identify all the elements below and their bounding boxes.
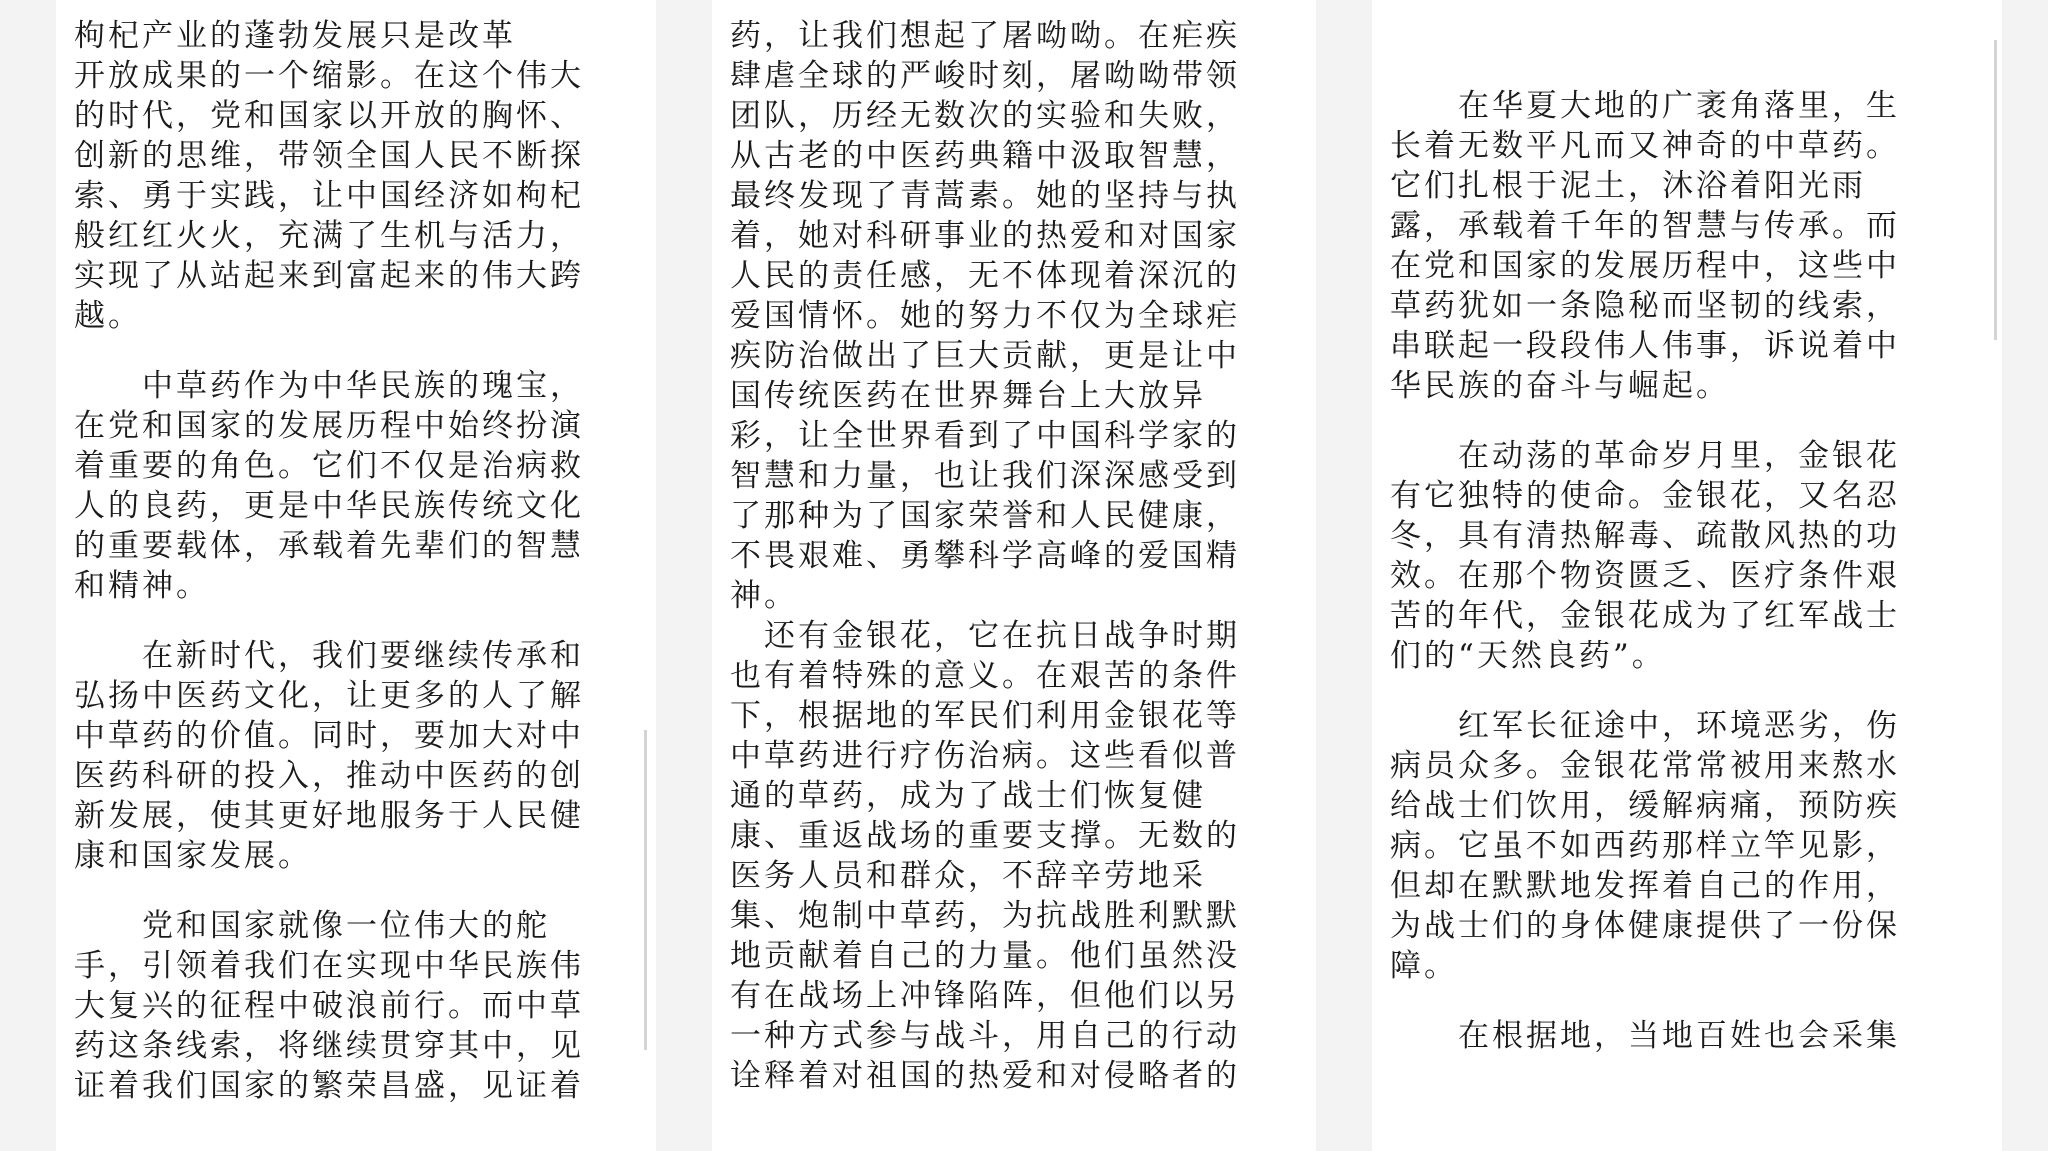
text-line: 中草药进行疗伤治病。这些看似普 [730,738,1240,774]
text-line: 弘扬中医药文化，让更多的人了解 [74,678,584,714]
text-line: 着重要的角色。它们不仅是治病救 [74,448,584,484]
text-line: 效。在那个物资匮乏、医疗条件艰 [1390,558,1900,594]
text-line: 新发展，使其更好地服务于人民健 [74,798,584,834]
text-line: 创新的思维，带领全国人民不断探 [74,138,584,174]
text-line: 人的良药，更是中华民族传统文化 [74,488,584,524]
paragraph-gap [1390,56,1992,86]
column-3-text [1390,56,1992,1056]
page-column-1 [56,0,656,1151]
text-line: 障。 [1390,948,1458,984]
text-line: 药这条线索，将继续贯穿其中，见 [74,1028,584,1064]
text-line: 开放成果的一个缩影。在这个伟大 [74,58,584,94]
paragraph-gap [1390,676,1992,706]
text-line: 红军长征途中，环境恶劣，伤 [1390,708,1900,744]
text-line: 在动荡的革命岁月里，金银花 [1390,438,1900,474]
text-line: 着，她对科研事业的热爱和对国家 [730,218,1240,254]
text-line: 病员众多。金银花常常被用来熬水 [1390,748,1900,784]
text-line: 般红红火火，充满了生机与活力， [74,218,584,254]
text-line: 肆虐全球的严峻时刻，屠呦呦带领 [730,58,1240,94]
column-2-text [730,16,1306,1096]
text-line: 大复兴的征程中破浪前行。而中草 [74,988,584,1024]
text-line: 和精神。 [74,568,210,604]
paragraph-gap [74,606,646,636]
text-line: 中草药作为中华民族的瑰宝， [74,368,584,404]
text-line: 诠释着对祖国的热爱和对侵略者的 [730,1058,1240,1094]
text-line: 疾防治做出了巨大贡献，更是让中 [730,338,1240,374]
text-line: 彩，让全世界看到了中国科学家的 [730,418,1240,454]
text-line: 中草药的价值。同时，要加大对中 [74,718,584,754]
text-line: 神。 [730,578,798,614]
text-line: 在党和国家的发展历程中始终扮演 [74,408,584,444]
text-line: 枸杞产业的蓬勃发展只是改革 [74,18,516,54]
text-line: 地贡献着自己的力量。他们虽然没 [730,938,1240,974]
text-line: 医务人员和群众，不辞辛劳地采 [730,858,1206,894]
text-line: 串联起一段段伟人伟事，诉说着中 [1390,328,1900,364]
text-line: 手，引领着我们在实现中华民族伟 [74,948,584,984]
paragraph-gap [74,876,646,906]
text-line: 最终发现了青蒿素。她的坚持与执 [730,178,1240,214]
text-line: 也有着特殊的意义。在艰苦的条件 [730,658,1240,694]
text-line: 人民的责任感，无不体现着深沉的 [730,258,1240,294]
text-line: 团队，历经无数次的实验和失败， [730,98,1240,134]
text-line: 集、炮制中草药，为抗战胜利默默 [730,898,1240,934]
text-line: 一种方式参与战斗，用自己的行动 [730,1018,1240,1054]
text-line: 的重要载体，承载着先辈们的智慧 [74,528,584,564]
column-1-text [74,16,646,1106]
text-line: 在根据地，当地百姓也会采集 [1390,1018,1900,1054]
text-line: 党和国家就像一位伟大的舵 [74,908,550,944]
column-3-scroll-indicator [1994,40,1997,340]
text-line: 为战士们的身体健康提供了一份保 [1390,908,1900,944]
text-line: 越。 [74,298,142,334]
paragraph-gap [1390,986,1992,1016]
text-line: 有在战场上冲锋陷阵，但他们以另 [730,978,1240,1014]
text-line: 爱国情怀。她的努力不仅为全球疟 [730,298,1240,334]
text-line: 康、重返战场的重要支撑。无数的 [730,818,1240,854]
text-line: 华民族的奋斗与崛起。 [1390,368,1730,404]
text-line: 病。它虽不如西药那样立竿见影， [1390,828,1900,864]
text-line: 的时代，党和国家以开放的胸怀、 [74,98,584,134]
text-line: 有它独特的使命。金银花，又名忍 [1390,478,1900,514]
paragraph-gap [74,336,646,366]
text-line: 在华夏大地的广袤角落里，生 [1390,88,1900,124]
text-line: 不畏艰难、勇攀科学高峰的爱国精 [730,538,1240,574]
text-line: 实现了从站起来到富起来的伟大跨 [74,258,584,294]
text-line: 在党和国家的发展历程中，这些中 [1390,248,1900,284]
page-column-3 [1372,0,2002,1151]
text-line: 医药科研的投入，推动中医药的创 [74,758,584,794]
text-line: 冬，具有清热解毒、疏散风热的功 [1390,518,1900,554]
text-line: 长着无数平凡而又神奇的中草药。 [1390,128,1900,164]
text-line: 还有金银花，它在抗日战争时期 [730,618,1240,654]
text-line: 们的“天然良药”。 [1390,638,1666,674]
text-line: 通的草药，成为了战士们恢复健 [730,778,1206,814]
text-line: 了那种为了国家荣誉和人民健康， [730,498,1240,534]
text-line: 苦的年代，金银花成为了红军战士 [1390,598,1900,634]
text-line: 从古老的中医药典籍中汲取智慧， [730,138,1240,174]
paragraph-gap [1390,406,1992,436]
text-line: 康和国家发展。 [74,838,312,874]
text-line: 证着我们国家的繁荣昌盛，见证着 [74,1068,584,1104]
text-line: 在新时代，我们要继续传承和 [74,638,584,674]
text-line: 露，承载着千年的智慧与传承。而 [1390,208,1900,244]
text-line: 索、勇于实践，让中国经济如枸杞 [74,178,584,214]
text-line: 智慧和力量，也让我们深深感受到 [730,458,1240,494]
text-line: 国传统医药在世界舞台上大放异 [730,378,1206,414]
text-line: 但却在默默地发挥着自己的作用， [1390,868,1900,904]
text-line: 它们扎根于泥土，沐浴着阳光雨 [1390,168,1866,204]
text-line: 药，让我们想起了屠呦呦。在疟疾 [730,18,1240,54]
page-column-2 [712,0,1316,1151]
text-line: 下，根据地的军民们利用金银花等 [730,698,1240,734]
text-line: 给战士们饮用，缓解病痛，预防疾 [1390,788,1900,824]
text-line: 草药犹如一条隐秘而坚韧的线索， [1390,288,1900,324]
column-1-scroll-indicator [644,730,647,1050]
